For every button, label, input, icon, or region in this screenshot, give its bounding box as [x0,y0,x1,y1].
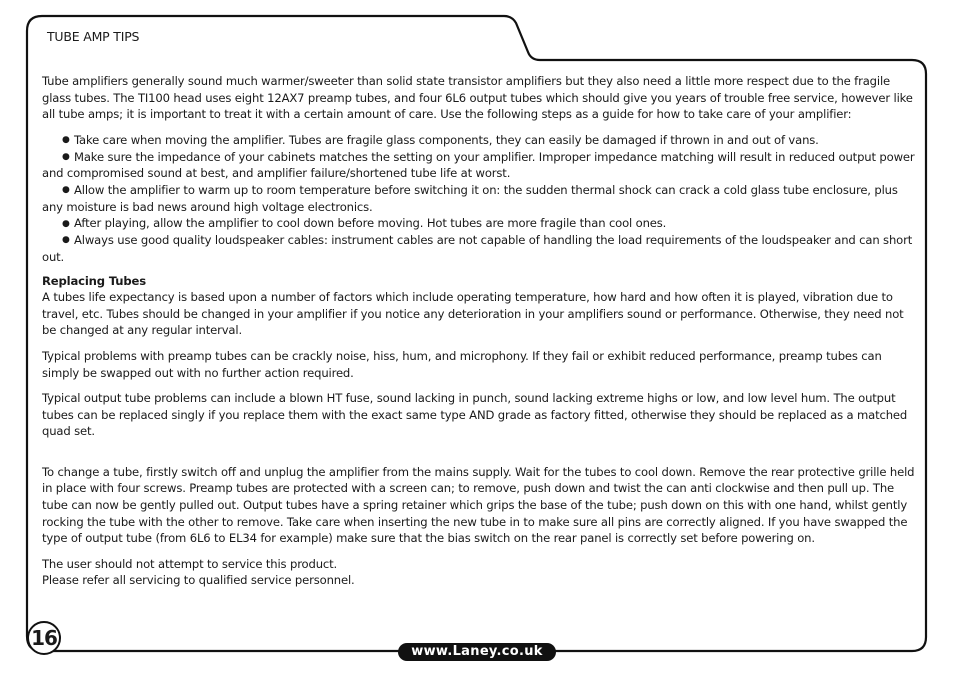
change-tube-paragraph: To change a tube, firstly switch off and unplug the amplifier from the mains supply. Wait for the tubes to cool down. Remove the rear protective grille held in place with four screws. Preamp tubes are protected with a screen can; to remove, push down and twist the can anti clockwise and then pull up. The tube can now be gently pulled out. Output tubes have a spring retainer which grips the base of the tube; push down on this with one hand, whilst gently rocking the tube with the other to remove. Take care when inserting the new tube in to make sure all pins are correctly aligned. If you have swapped the type of output tube (from 6L6 to EL34 for example) make sure that the bias switch on the rear panel is correctly set before powering on. [42,464,915,546]
life-expectancy-paragraph: A tubes life expectancy is based upon a number of factors which include operating temperature, how hard and how often it is played, vibration due to travel, etc. Tubes should be changed in your amplifier if you notice any deterioration in your amplifiers sound or performance. Otherwise, they need not be changed at any regular interval. [42,290,904,338]
output-problems-paragraph: Typical output tube problems can include a blown HT fuse, sound lacking in punch, sound lacking extreme highs or low, and low level hum. The output tubes can be replaced singly if you replace them with the exact same type AND grade as factory fitted, otherwise they should be replaced as a matched quad set. [42,391,908,439]
section-tab-title: TUBE AMP TIPS [47,29,140,44]
bullet-icon: ● [62,134,70,145]
bullet-icon: ● [62,218,70,229]
service-warning-line1: The user should not attempt to service this product. [42,556,338,571]
service-warning-line2: Please refer all servicing to qualified service personnel. [42,573,355,588]
replacing-tubes-heading: Replacing Tubes [42,273,147,288]
preamp-problems-paragraph: Typical problems with preamp tubes can be crackly noise, hiss, hum, and microphony. If they fail or exhibit reduced performance, preamp tubes can simply be swapped out with no further action required. [42,348,882,380]
intro-paragraph: Tube amplifiers generally sound much warmer/sweeter than solid state transistor amplifiers but they also need a little more respect due to the fragile glass tubes. The TI100 head uses eight 12AX7 preamp tubes, and four 6L6 output tubes which should give you years of trouble free service, however like all tube amps; it is important to treat it with a certain amount of care. Use the following steps as a guide for how to take care of your amplifier: [42,74,913,122]
list-item: ● Make sure the impedance of your cabinets matches the setting on your amplifier. Improper impedance matching will result in reduced output power and compromised sound at best, and amplifier failure/shortened tube life at worst. [42,149,915,181]
list-item: ● Take care when moving the amplifier. Tubes are fragile glass components, they can easily be damaged if thrown in and out of vans. [42,132,918,149]
bullet-icon: ● [62,151,70,162]
page-content [42,73,918,589]
list-item: ● After playing, allow the amplifier to cool down before moving. Hot tubes are more fragile than cool ones. [42,215,918,232]
tips-list [42,132,918,266]
bullet-icon: ● [62,235,70,246]
page-number: 16 [27,621,61,655]
website-url-link[interactable]: www.Laney.co.uk [398,643,556,661]
list-item: ● Always use good quality loudspeaker cables: instrument cables are not capable of handling the load requirements of the loudspeaker and can short out. [42,233,913,264]
bullet-icon: ● [62,185,70,196]
list-item: ● Allow the amplifier to warm up to room temperature before switching it on: the sudden thermal shock can crack a cold glass tube enclosure, plus any moisture is bad news around high voltage electronics. [42,182,898,214]
